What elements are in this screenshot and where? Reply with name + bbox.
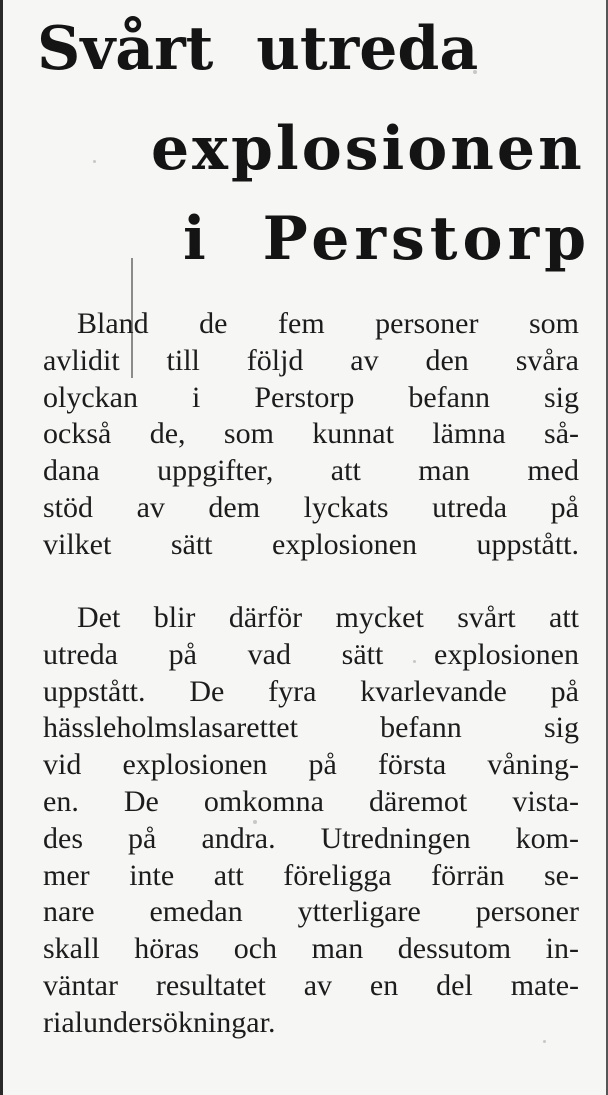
text-line: olyckan i Perstorp befann sig [43, 380, 579, 414]
text-line: väntar resultatet av en del mate- [43, 968, 579, 1002]
text-line: också de, som kunnat lämna så- [43, 417, 579, 451]
text-line: utreda på vad sätt explosionen [43, 637, 579, 671]
article-paragraph-2 [43, 600, 579, 1042]
text-line: skall höras och man dessutom in- [43, 932, 579, 966]
text-line: vilket sätt explosionen uppstått. [43, 527, 579, 561]
text-line: uppstått. De fyra kvarlevande på [43, 674, 579, 708]
headline-line-1: Svårt utreda [37, 14, 479, 84]
text-line: en. De omkomna däremot vista- [43, 784, 579, 818]
text-line: rialundersökningar. [43, 1005, 276, 1039]
text-line: dana uppgifter, att man med [43, 454, 579, 488]
text-line: avlidit till följd av den svåra [43, 343, 579, 377]
text-line: stöd av dem lyckats utreda på [43, 490, 579, 524]
text-line: hässleholmslasarettet befann sig [43, 711, 579, 745]
article-paragraph-1 [43, 306, 579, 564]
text-line: nare emedan ytterligare personer [43, 895, 579, 929]
text-line: mer inte att föreligga förrän se- [43, 858, 579, 892]
text-line: des på andra. Utredningen kom- [43, 821, 579, 855]
print-speck [93, 160, 96, 163]
headline-line-2: explosionen [151, 114, 585, 184]
text-line: vid explosionen på första våning- [43, 748, 579, 782]
text-line: Bland de fem personer som [77, 307, 579, 340]
text-line: Det blir därför mycket svårt att [77, 601, 579, 634]
headline-line-3: i Perstorp [183, 204, 592, 274]
